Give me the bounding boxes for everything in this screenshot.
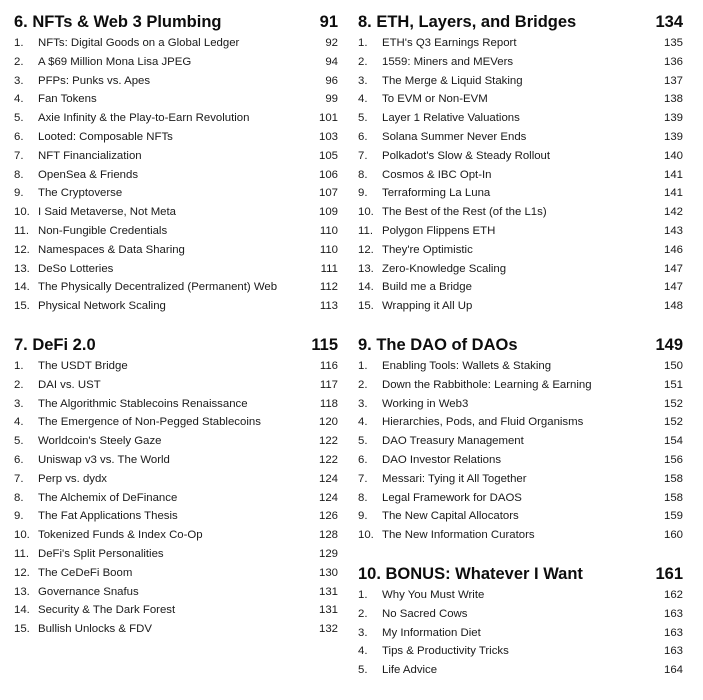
entry-title: Bullish Unlocks & FDV — [38, 623, 152, 636]
entry-number: 4. — [358, 645, 368, 658]
entry-number: 12. — [358, 243, 374, 256]
entry-number: 12. — [14, 566, 30, 579]
entry-number: 14. — [14, 604, 30, 617]
entry-page-number: 142 — [663, 206, 683, 219]
entry-page-number: 164 — [663, 664, 683, 677]
entry-page-number: 136 — [663, 55, 683, 68]
entry-page-number: 112 — [319, 281, 338, 294]
toc-entry — [14, 297, 338, 316]
entry-title: PFPs: Punks vs. Apes — [38, 74, 151, 87]
entry-number: 5. — [358, 435, 368, 448]
entry-title: Tips & Productivity Tricks — [382, 645, 509, 658]
toc-entry — [358, 109, 683, 128]
section-title: 6. NFTs & Web 3 Plumbing — [14, 13, 222, 31]
entry-title: Hierarchies, Pods, and Fluid Organisms — [382, 416, 584, 429]
toc-entry — [14, 564, 338, 583]
entry-number: 10. — [358, 206, 374, 219]
entry-number: 3. — [358, 74, 368, 87]
entry-number: 7. — [358, 149, 368, 162]
entry-title: Physical Network Scaling — [38, 300, 166, 313]
entry-title: Tokenized Funds & Index Co-Op — [38, 529, 203, 542]
entry-page-number: 141 — [663, 168, 683, 181]
entry-number: 5. — [358, 112, 368, 125]
entry-number: 4. — [14, 416, 24, 429]
toc-entry — [358, 90, 683, 109]
section-page-number: 134 — [655, 13, 683, 31]
entry-page-number: 147 — [663, 281, 683, 294]
toc-entry — [14, 413, 338, 432]
entry-title: Axie Infinity & the Play-to-Earn Revolution — [38, 112, 250, 125]
entry-number: 14. — [358, 281, 374, 294]
entry-title: Wrapping it All Up — [382, 300, 473, 313]
toc-entry — [358, 586, 683, 605]
entry-number: 2. — [358, 55, 368, 68]
entry-title: The USDT Bridge — [38, 360, 128, 372]
entry-number: 6. — [14, 130, 24, 143]
toc-entry — [14, 222, 338, 241]
entry-title: Cosmos & IBC Opt-In — [382, 168, 492, 181]
entry-page-number: 92 — [325, 37, 338, 49]
entry-number: 3. — [358, 397, 368, 410]
entry-number: 15. — [14, 300, 30, 313]
toc-entry — [358, 166, 683, 185]
section-heading — [358, 562, 683, 586]
entry-number: 3. — [358, 626, 368, 639]
toc-entry — [14, 451, 338, 470]
entry-number: 9. — [14, 187, 24, 200]
entry-page-number: 139 — [663, 112, 683, 125]
entry-page-number: 162 — [663, 589, 683, 601]
entry-title: Why You Must Write — [382, 589, 485, 601]
entry-number: 9. — [14, 510, 24, 523]
entry-page-number: 158 — [663, 491, 683, 504]
entry-title: The Alchemix of DeFinance — [38, 491, 178, 504]
entry-number: 11. — [14, 547, 29, 560]
entry-page-number: 150 — [663, 360, 683, 372]
section-page-number: 91 — [319, 13, 338, 31]
toc-entry — [14, 203, 338, 222]
entry-page-number: 107 — [318, 187, 338, 200]
toc-entry — [14, 376, 338, 395]
toc-entry — [14, 489, 338, 508]
entry-title: To EVM or Non-EVM — [382, 93, 488, 106]
entry-title: Governance Snafus — [38, 585, 139, 598]
toc-entry — [358, 278, 683, 297]
entry-title: NFT Financialization — [38, 149, 142, 162]
entry-title: Layer 1 Relative Valuations — [382, 112, 520, 125]
section-heading — [14, 333, 338, 357]
entry-number: 6. — [14, 453, 24, 466]
entry-title: Enabling Tools: Wallets & Staking — [382, 360, 552, 372]
entry-title: Polkadot's Slow & Steady Rollout — [382, 149, 551, 162]
entry-number: 4. — [358, 93, 368, 106]
toc-section-8 — [358, 10, 683, 316]
entry-title: My Information Diet — [382, 626, 481, 639]
toc-entry — [358, 376, 683, 395]
entry-title: The Fat Applications Thesis — [38, 510, 178, 523]
entry-title: Build me a Bridge — [382, 281, 472, 294]
entry-number: 10. — [14, 206, 30, 219]
entry-number: 3. — [14, 74, 24, 87]
entry-title: The Algorithmic Stablecoins Renaissance — [38, 397, 248, 410]
toc-entry — [358, 184, 683, 203]
entry-page-number: 163 — [663, 607, 683, 620]
entry-number: 13. — [358, 262, 374, 275]
entry-title: Working in Web3 — [382, 397, 469, 410]
entry-page-number: 105 — [318, 149, 338, 162]
entry-page-number: 163 — [663, 645, 683, 658]
entry-number: 13. — [14, 585, 30, 598]
entry-number: 1. — [14, 37, 24, 49]
entry-number: 7. — [14, 472, 24, 485]
entry-number: 1. — [358, 360, 368, 372]
entry-title: The Best of the Rest (of the L1s) — [382, 206, 547, 219]
entry-number: 12. — [14, 243, 30, 256]
entry-title: The Cryptoverse — [38, 187, 123, 200]
entry-title: Legal Framework for DAOS — [382, 491, 522, 504]
toc-entry — [358, 34, 683, 53]
entry-number: 8. — [14, 491, 24, 504]
entry-page-number: 99 — [325, 93, 338, 106]
entry-number: 10. — [358, 529, 374, 542]
toc-entry — [14, 601, 338, 620]
toc-entry — [14, 53, 338, 72]
entry-title: Security & The Dark Forest — [38, 604, 176, 617]
entry-page-number: 158 — [663, 472, 683, 485]
entry-title: Messari: Tying it All Together — [382, 472, 527, 485]
toc-entry — [14, 620, 338, 639]
section-title: 9. The DAO of DAOs — [358, 336, 518, 354]
entry-page-number: 152 — [663, 397, 683, 410]
toc-entry — [14, 278, 338, 297]
toc-entry — [358, 297, 683, 316]
toc-entry — [358, 147, 683, 166]
section-page-number: 161 — [655, 565, 683, 583]
entry-number: 8. — [358, 491, 368, 504]
entry-title: The Physically Decentralized (Permanent) Web — [38, 281, 278, 294]
entry-title: DeSo Lotteries — [38, 262, 114, 275]
toc-entry — [358, 470, 683, 489]
entry-number: 4. — [358, 416, 368, 429]
entry-title: NFTs: Digital Goods on a Global Ledger — [38, 37, 240, 49]
entry-number: 10. — [14, 529, 30, 542]
entry-page-number: 110 — [319, 243, 338, 256]
entry-page-number: 143 — [663, 224, 683, 237]
toc-entry — [358, 53, 683, 72]
entry-page-number: 152 — [663, 416, 683, 429]
entry-page-number: 110 — [319, 224, 338, 237]
entry-title: The Merge & Liquid Staking — [382, 74, 523, 87]
entry-number: 7. — [14, 149, 24, 162]
section-title: 10. BONUS: Whatever I Want — [358, 565, 583, 583]
entry-page-number: 135 — [663, 37, 683, 49]
toc-entry — [358, 241, 683, 260]
toc-entry — [14, 395, 338, 414]
toc-entry — [358, 451, 683, 470]
toc-entry — [358, 203, 683, 222]
entry-page-number: 139 — [663, 130, 683, 143]
entry-number: 11. — [14, 224, 29, 237]
entry-title: Worldcoin's Steely Gaze — [38, 435, 162, 448]
entry-page-number: 154 — [663, 435, 683, 448]
entry-page-number: 129 — [318, 547, 338, 560]
entry-title: The New Information Curators — [382, 529, 535, 542]
entry-title: Down the Rabbithole: Learning & Earning — [382, 378, 592, 391]
entry-page-number: 106 — [318, 168, 338, 181]
toc-entry — [14, 583, 338, 602]
entry-number: 11. — [358, 224, 373, 237]
entry-number: 9. — [358, 187, 368, 200]
toc-entry — [14, 128, 338, 147]
entry-page-number: 94 — [325, 55, 338, 68]
entry-title: They're Optimistic — [382, 243, 473, 256]
toc-entry — [358, 72, 683, 91]
toc-entry — [358, 661, 683, 680]
entry-page-number: 103 — [318, 130, 338, 143]
entry-number: 9. — [358, 510, 368, 523]
entry-title: Zero-Knowledge Scaling — [382, 262, 507, 275]
entry-title: The CeDeFi Boom — [38, 566, 133, 579]
entry-number: 6. — [358, 130, 368, 143]
entry-number: 5. — [14, 435, 24, 448]
entry-title: A $69 Million Mona Lisa JPEG — [38, 55, 192, 68]
toc-entry — [14, 260, 338, 279]
toc-entry — [358, 489, 683, 508]
entry-title: Polygon Flippens ETH — [382, 224, 496, 237]
entry-page-number: 131 — [318, 585, 338, 598]
entry-page-number: 148 — [663, 300, 683, 313]
entry-page-number: 124 — [318, 491, 338, 504]
entry-number: 1. — [14, 360, 24, 372]
entry-page-number: 137 — [663, 74, 683, 87]
toc-entry — [358, 605, 683, 624]
entry-number: 14. — [14, 281, 30, 294]
entry-number: 1. — [358, 37, 368, 49]
toc-entry — [14, 526, 338, 545]
entry-page-number: 141 — [663, 187, 683, 200]
entry-title: Uniswap v3 vs. The World — [38, 453, 170, 466]
entry-page-number: 122 — [318, 453, 338, 466]
entry-title: DeFi's Split Personalities — [38, 547, 164, 560]
entry-page-number: 96 — [325, 74, 338, 87]
section-heading — [358, 333, 683, 357]
entry-title: Perp vs. dydx — [38, 472, 108, 485]
entry-page-number: 156 — [663, 453, 683, 466]
entry-page-number: 147 — [663, 262, 683, 275]
entry-page-number: 132 — [318, 623, 338, 636]
toc-entry — [14, 34, 338, 53]
toc-entry — [358, 222, 683, 241]
entry-number: 4. — [14, 93, 24, 106]
entry-page-number: 124 — [318, 472, 338, 485]
entry-number: 7. — [358, 472, 368, 485]
toc-entry — [14, 166, 338, 185]
entry-title: DAO Investor Relations — [382, 453, 502, 466]
entry-title: The New Capital Allocators — [382, 510, 519, 523]
entry-number: 5. — [14, 112, 24, 125]
entry-title: Solana Summer Never Ends — [382, 130, 527, 143]
entry-title: Life Advice — [382, 664, 438, 677]
entry-page-number: 117 — [319, 378, 338, 391]
section-page-number: 115 — [311, 336, 338, 354]
entry-page-number: 111 — [320, 262, 338, 275]
entry-page-number: 113 — [319, 300, 338, 313]
toc-entry — [358, 413, 683, 432]
entry-page-number: 109 — [318, 206, 338, 219]
toc-entry — [358, 395, 683, 414]
section-title: 7. DeFi 2.0 — [14, 336, 96, 354]
entry-page-number: 101 — [318, 112, 338, 125]
toc-entry — [14, 90, 338, 109]
toc-entry — [14, 470, 338, 489]
toc-section-6 — [14, 10, 338, 316]
toc-entry — [14, 507, 338, 526]
entry-page-number: 138 — [663, 93, 683, 106]
toc-entry — [358, 128, 683, 147]
section-heading — [14, 10, 338, 34]
toc-entry — [358, 642, 683, 661]
entry-title: OpenSea & Friends — [38, 168, 139, 181]
entry-title: Namespaces & Data Sharing — [38, 243, 185, 256]
entry-page-number: 120 — [318, 416, 338, 429]
entry-page-number: 159 — [663, 510, 683, 523]
entry-number: 2. — [14, 55, 24, 68]
toc-entry — [358, 624, 683, 643]
entry-title: Terraforming La Luna — [382, 187, 491, 200]
entry-page-number: 163 — [663, 626, 683, 639]
entry-page-number: 151 — [663, 378, 683, 391]
entry-number: 8. — [14, 168, 24, 181]
entry-page-number: 118 — [319, 397, 338, 410]
entry-title: ETH's Q3 Earnings Report — [382, 37, 517, 49]
entry-title: 1559: Miners and MEVers — [382, 55, 514, 68]
entry-number: 2. — [358, 378, 368, 391]
toc-entry — [358, 507, 683, 526]
toc-section-9 — [358, 333, 683, 545]
entry-page-number: 160 — [663, 529, 683, 542]
entry-page-number: 131 — [318, 604, 338, 617]
entry-page-number: 128 — [318, 529, 338, 542]
entry-number: 1. — [358, 589, 368, 601]
entry-page-number: 126 — [318, 510, 338, 523]
toc-entry — [14, 109, 338, 128]
toc-section-10 — [358, 562, 683, 680]
toc-entry — [14, 184, 338, 203]
section-heading — [358, 10, 683, 34]
entry-title: Non-Fungible Credentials — [38, 224, 168, 237]
entry-number: 6. — [358, 453, 368, 466]
toc-entry — [14, 357, 338, 376]
entry-title: I Said Metaverse, Not Meta — [38, 206, 177, 219]
entry-page-number: 116 — [319, 360, 338, 372]
entry-number: 13. — [14, 262, 30, 275]
toc-entry — [14, 241, 338, 260]
entry-number: 5. — [358, 664, 368, 677]
toc-entry — [14, 432, 338, 451]
entry-number: 2. — [14, 378, 24, 391]
entry-number: 15. — [14, 623, 30, 636]
entry-number: 2. — [358, 607, 368, 620]
toc-entry — [358, 432, 683, 451]
entry-title: DAO Treasury Management — [382, 435, 524, 448]
entry-number: 3. — [14, 397, 24, 410]
entry-title: Looted: Composable NFTs — [38, 130, 173, 143]
entry-page-number: 140 — [663, 149, 683, 162]
toc-section-7 — [14, 333, 338, 639]
toc-entry — [358, 357, 683, 376]
section-title: 8. ETH, Layers, and Bridges — [358, 13, 577, 31]
entry-title: The Emergence of Non-Pegged Stablecoins — [38, 416, 261, 429]
entry-page-number: 122 — [318, 435, 338, 448]
entry-title: No Sacred Cows — [382, 607, 468, 620]
entry-title: Fan Tokens — [38, 93, 97, 106]
toc-entry — [358, 526, 683, 545]
toc-entry — [14, 545, 338, 564]
toc-entry — [358, 260, 683, 279]
entry-number: 8. — [358, 168, 368, 181]
toc-entry — [14, 147, 338, 166]
entry-page-number: 130 — [318, 566, 338, 579]
entry-number: 15. — [358, 300, 374, 313]
entry-page-number: 146 — [663, 243, 683, 256]
section-page-number: 149 — [655, 336, 683, 354]
toc-entry — [14, 72, 338, 91]
entry-title: DAI vs. UST — [38, 378, 101, 391]
